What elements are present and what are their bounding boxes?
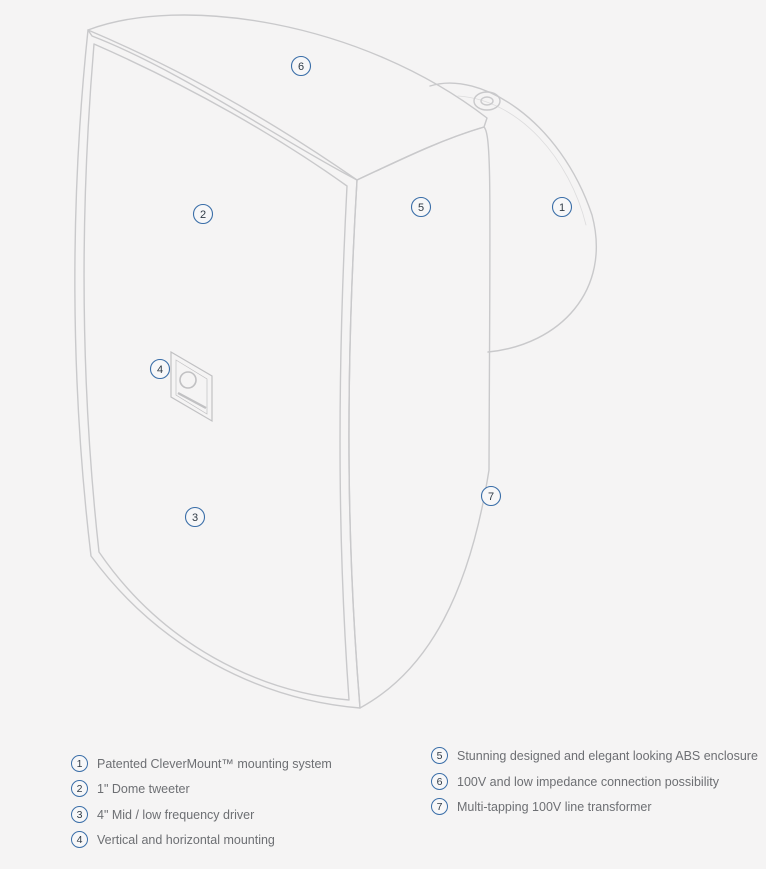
mount-screw-inner [481,97,493,105]
legend-number-4: 4 [71,831,88,848]
legend-item-4 [71,831,275,848]
mount-screw [474,92,500,110]
legend-item-5 [431,747,758,764]
legend-number-1: 1 [71,755,88,772]
callout-6-label: 6 [297,61,305,73]
speaker-front-inner [84,44,349,700]
speaker-top [88,15,487,180]
mount-bracket [430,83,596,352]
legend-text-5: Stunning designed and elegant looking ABS enclosure [457,748,758,763]
callout-6 [292,57,311,76]
legend-text-4: Vertical and horizontal mounting [97,832,275,847]
legend-number-7: 7 [431,798,448,815]
callout-1-label: 1 [558,202,566,214]
legend-item-1 [71,755,332,772]
legend-number-6: 6 [431,773,448,790]
callout-4 [151,360,170,379]
legend-item-7 [431,798,652,815]
legend-text-2: 1" Dome tweeter [97,781,190,796]
legend-text-7: Multi-tapping 100V line transformer [457,799,652,814]
callout-5-label: 5 [417,202,425,214]
callout-7-label: 7 [487,491,495,503]
callout-2-label: 2 [199,209,207,221]
callout-2 [194,205,213,224]
legend-text-3: 4" Mid / low frequency driver [97,807,255,822]
legend-item-3 [71,806,254,823]
speaker-front-outer [75,30,360,708]
callout-4-label: 4 [156,364,164,376]
callout-7 [482,487,501,506]
legend-number-3: 3 [71,806,88,823]
callout-1 [553,198,572,217]
legend-number-5: 5 [431,747,448,764]
legend-text-6: 100V and low impedance connection possibility [457,774,719,789]
legend-number-2: 2 [71,780,88,797]
callout-3-label: 3 [191,512,199,524]
legend-item-6 [431,773,719,790]
legend-item-2 [71,780,190,797]
audac-logo [171,352,212,421]
callout-3 [186,508,205,527]
legend-text-1: Patented CleverMount™ mounting system [97,756,332,771]
callout-5 [412,198,431,217]
